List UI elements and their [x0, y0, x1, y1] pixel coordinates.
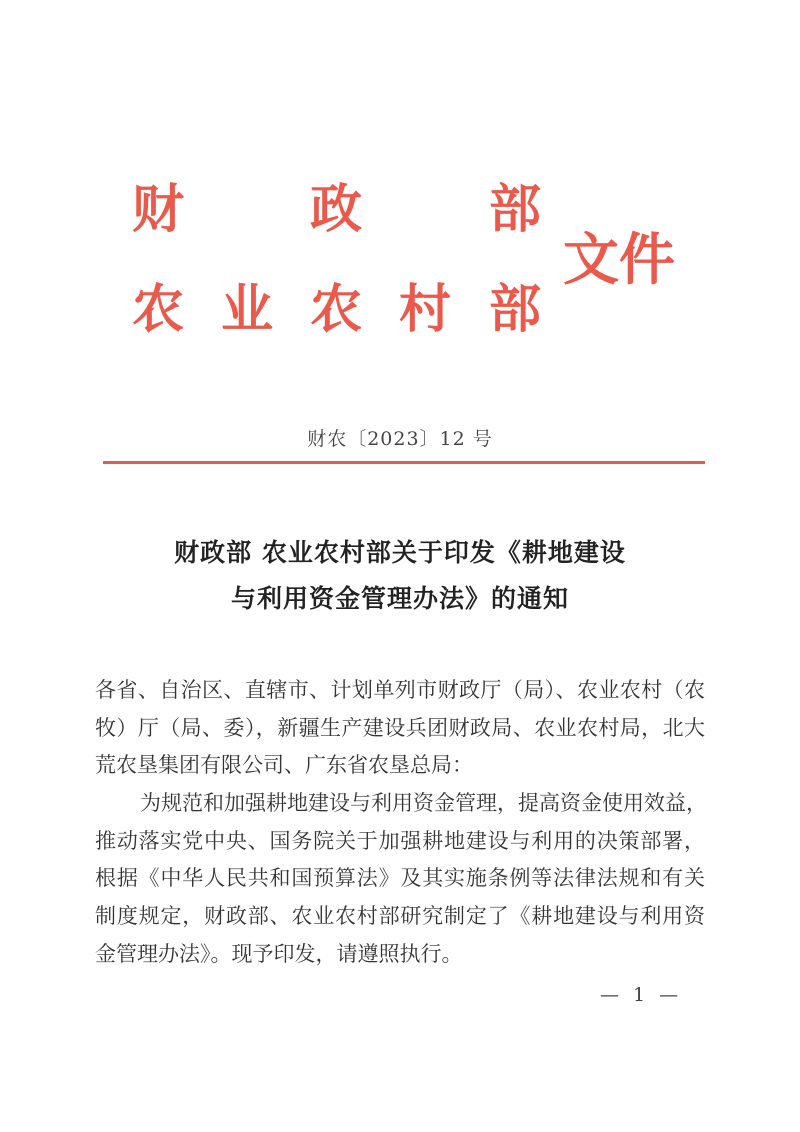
- text-line: 为规范和加强耕地建设与利用资金管理，提高资金使用效益，: [140, 791, 707, 815]
- document-number: 财农〔2023〕12 号: [307, 428, 493, 450]
- document-title-line: 财政部 农业农村部关于印发《耕地建设: [174, 538, 626, 567]
- header-char: 农: [310, 279, 363, 340]
- text-line: 各省、自治区、直辖市、计划单列市财政厅（局）、农业农村（农: [95, 678, 705, 702]
- header-char: 业: [221, 279, 274, 340]
- text-line: 根据《中华人民共和国预算法》及其实施条例等法律法规和有关: [95, 866, 705, 890]
- text-line: 制度规定，财政部、农业农村部研究制定了《耕地建设与利用资: [95, 904, 705, 928]
- red-divider: [103, 461, 705, 464]
- document-title-line: 与利用资金管理办法》的通知: [230, 584, 569, 613]
- text-line: 牧）厅（局、委），新疆生产建设兵团财政局、农业农村局，北大: [95, 716, 705, 740]
- text-line: 荒农垦集团有限公司、广东省农垦总局：: [95, 753, 473, 777]
- text-line: 推动落实党中央、国务院关于加强耕地建设与利用的决策部署，: [95, 829, 705, 853]
- header-char: 村: [399, 279, 452, 340]
- page-number: — 1 —: [600, 984, 683, 1006]
- header-suffix: 文件: [563, 227, 675, 293]
- header-char: 财: [132, 179, 185, 240]
- header-char: 部: [489, 279, 542, 340]
- header-char: 政: [310, 179, 363, 240]
- header-char: 农: [132, 279, 185, 340]
- header-char: 部: [489, 179, 542, 240]
- text-line: 金管理办法》。现予印发，请遵照执行。: [95, 942, 463, 966]
